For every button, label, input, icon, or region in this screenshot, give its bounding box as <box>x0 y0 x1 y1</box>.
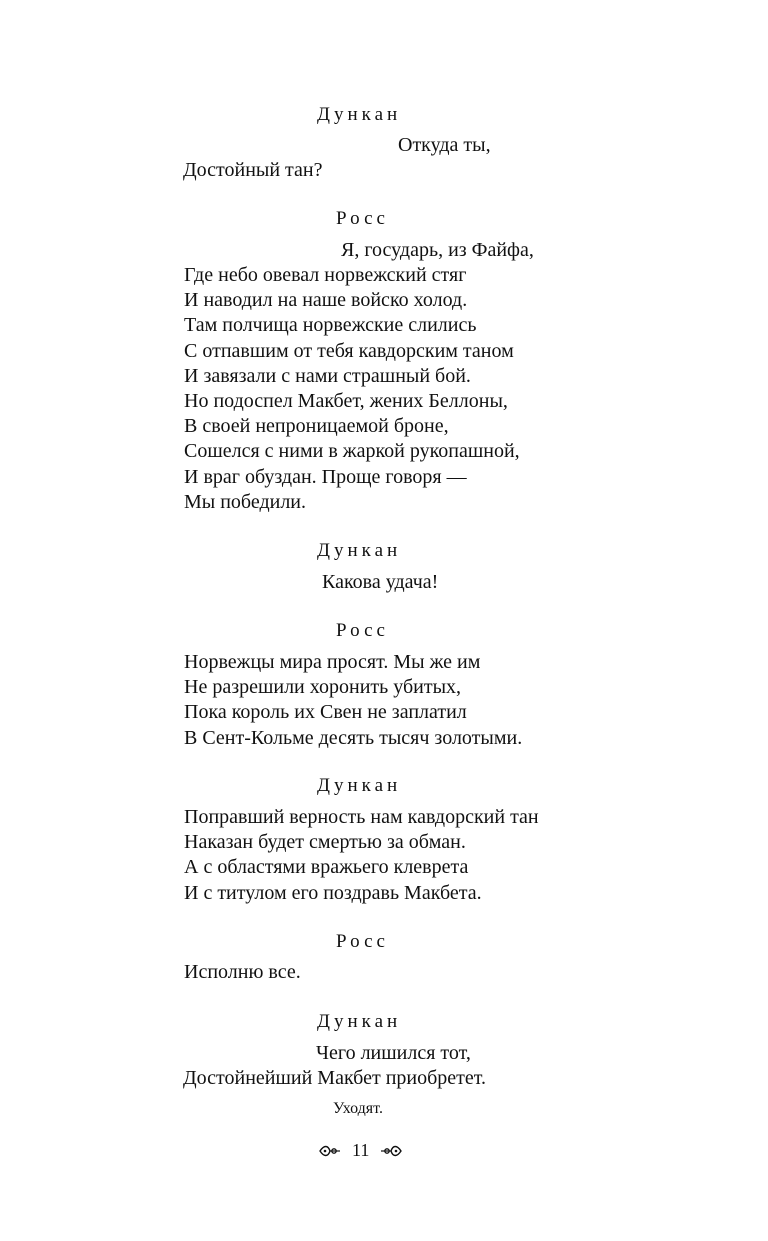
verse-line: В своей непроницаемой броне, <box>184 415 449 437</box>
verse-line: Достойнейший Макбет приобретет. <box>183 1067 487 1089</box>
verse-line: А с областями вражьего клеврета <box>184 856 469 878</box>
speaker-name: Росс <box>336 931 389 952</box>
verse-line: Исполню все. <box>184 961 301 983</box>
verse-line: Я, государь, из Файфа, <box>341 239 534 261</box>
speaker-name: Росс <box>336 620 389 641</box>
verse-line: Мы победили. <box>184 491 307 513</box>
verse-line: Какова удача! <box>322 571 439 593</box>
verse-line: И завязали с нами страшный бой. <box>184 365 471 387</box>
verse-line: Достойный тан? <box>183 159 323 181</box>
verse-line: С отпавшим от тебя кавдорским таном <box>184 340 514 362</box>
verse-line: Там полчища норвежские слились <box>184 314 477 336</box>
fleuron-icon <box>318 1141 342 1161</box>
speaker-name: Росс <box>336 208 389 229</box>
verse-line: Но подоспел Макбет, жених Беллоны, <box>184 390 508 412</box>
fleuron-icon <box>379 1141 403 1161</box>
verse-line: Откуда ты, <box>398 134 491 156</box>
verse-line: Сошелся с ними в жаркой рукопашной, <box>184 440 520 462</box>
page-number: 11 <box>352 1140 370 1160</box>
verse-line: Пока король их Свен не заплатил <box>184 701 467 723</box>
verse-line: И враг обуздан. Проще говоря — <box>184 466 467 488</box>
verse-line: И с титулом его поздравь Макбета. <box>184 882 482 904</box>
verse-line: Не разрешили хоронить убитых, <box>184 676 462 698</box>
speaker-name: Дункан <box>317 104 402 125</box>
verse-line: Чего лишился тот, <box>316 1042 471 1064</box>
speaker-name: Дункан <box>317 1011 402 1032</box>
verse-line: В Сент-Кольме десять тысяч золотыми. <box>184 727 523 749</box>
verse-line: И наводил на наше войско холод. <box>184 289 468 311</box>
verse-line: Поправший верность нам кавдорский тан <box>184 806 539 828</box>
stage-direction: Уходят. <box>333 1100 383 1117</box>
speaker-name: Дункан <box>317 775 402 796</box>
speaker-name: Дункан <box>317 540 402 561</box>
page-folio <box>318 1140 403 1161</box>
verse-line: Наказан будет смертью за обман. <box>184 831 466 853</box>
verse-line: Где небо овевал норвежский стяг <box>184 264 467 286</box>
verse-line: Норвежцы мира просят. Мы же им <box>184 651 481 673</box>
